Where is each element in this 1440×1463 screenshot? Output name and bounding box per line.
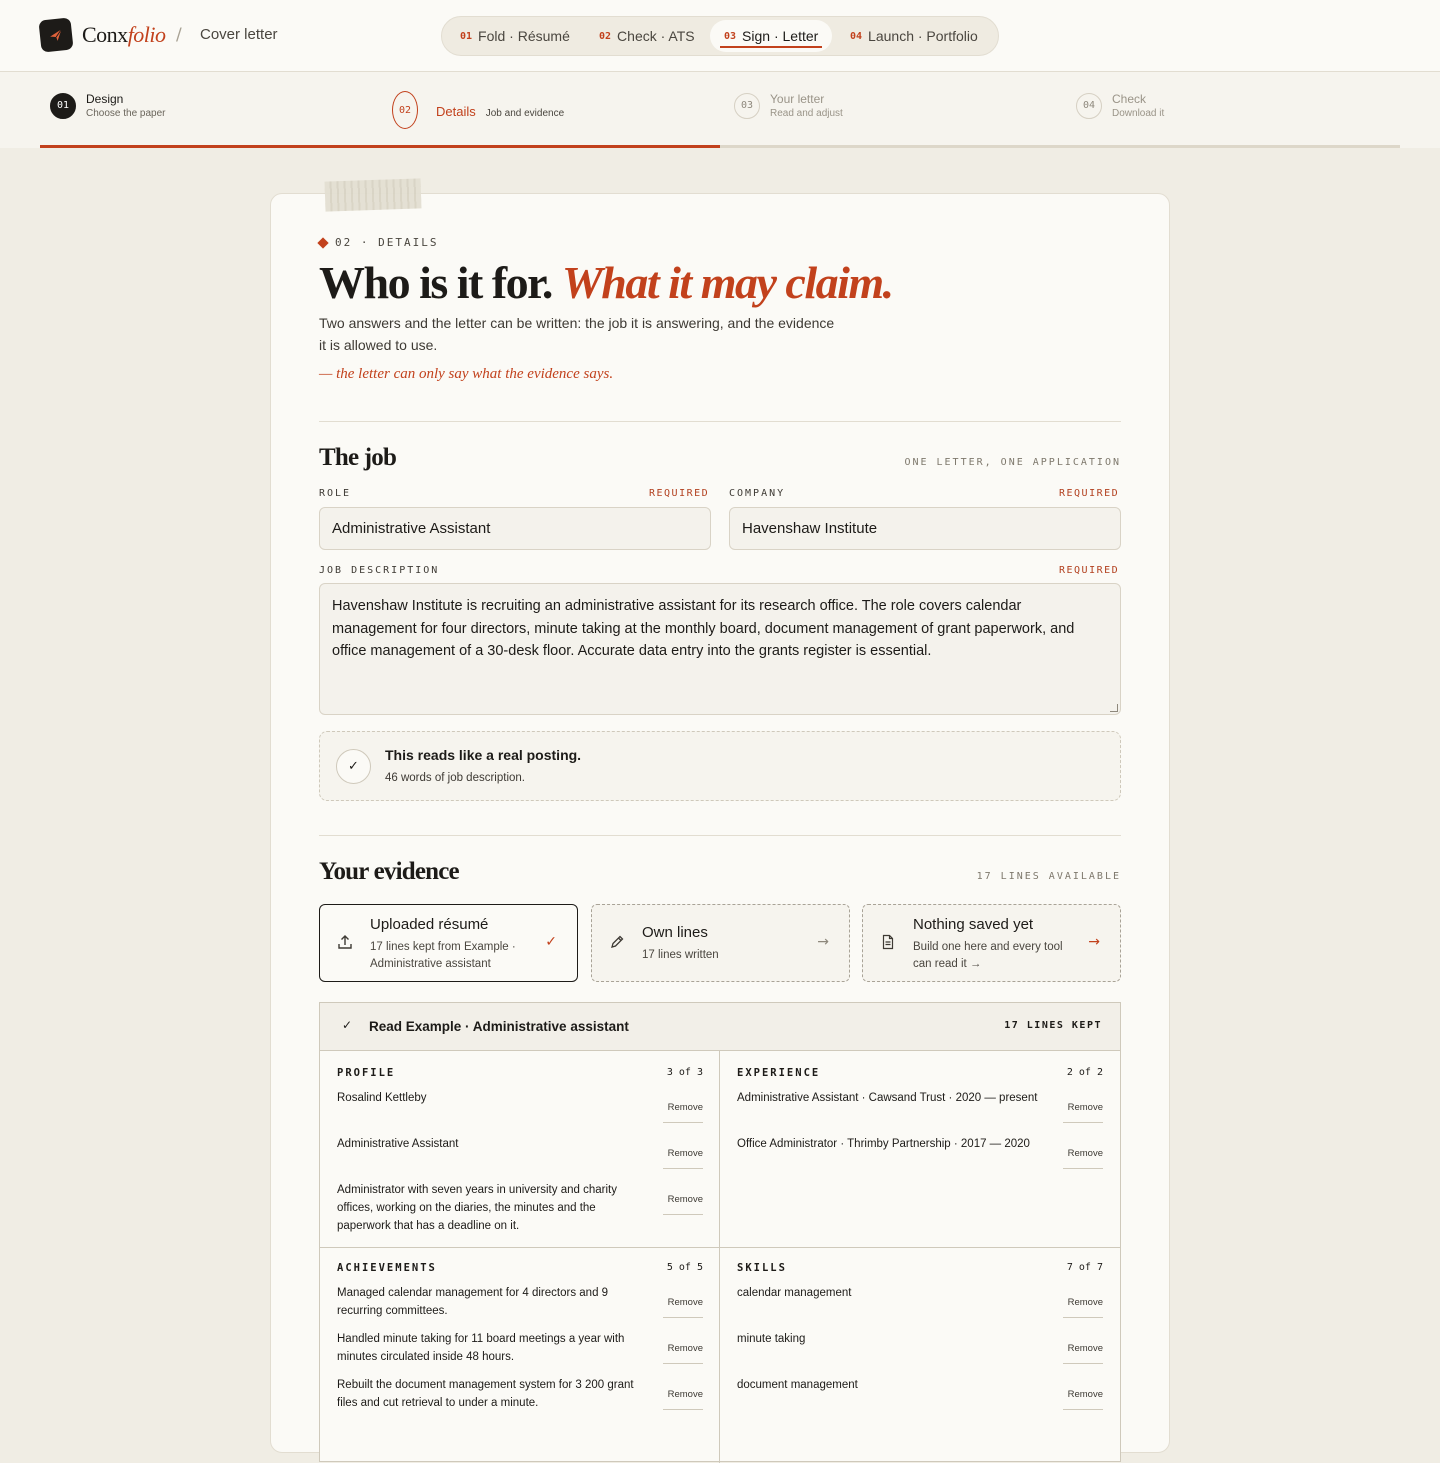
column-divider xyxy=(719,1051,720,1463)
tool-switcher xyxy=(441,16,999,56)
tape-decoration xyxy=(325,178,422,211)
tool-tab-label: Sign · Letter xyxy=(742,28,819,44)
remove-button[interactable]: Remove xyxy=(1063,1297,1103,1318)
source-title: Uploaded résumé xyxy=(370,916,489,933)
row-divider xyxy=(320,1247,1120,1248)
job-description-textarea[interactable] xyxy=(319,583,1121,715)
group-title: PROFILE xyxy=(337,1067,396,1079)
list-item xyxy=(337,1330,703,1366)
item-text: Office Administrator · Thrimby Partnership · 2017 — 2020 xyxy=(737,1138,1030,1150)
posting-check-title: This reads like a real posting. xyxy=(385,747,582,763)
divider xyxy=(319,835,1121,836)
company-label: COMPANY xyxy=(729,488,786,499)
checkmark-icon: ✓ xyxy=(342,1018,353,1032)
step-design[interactable] xyxy=(50,92,166,119)
step-label: Your letter xyxy=(770,92,825,106)
list-item xyxy=(737,1135,1103,1159)
list-item xyxy=(737,1284,1103,1308)
posting-check-sub: 46 words of job description. xyxy=(385,772,525,784)
remove-button[interactable]: Remove xyxy=(663,1343,703,1364)
checkmark-icon: ✓ xyxy=(336,749,371,784)
handwritten-note: — the letter can only say what the evidence says. xyxy=(319,366,614,382)
title-emphasis: What it may claim. xyxy=(561,257,893,308)
item-text: Managed calendar management for 4 directors and 9 recurring committees. xyxy=(337,1287,609,1317)
progress-fill xyxy=(40,145,720,148)
item-text: Administrative Assistant xyxy=(337,1138,459,1150)
step-sub: Choose the paper xyxy=(86,108,166,119)
step-progress xyxy=(0,72,1440,148)
step-label: Details xyxy=(436,103,476,119)
step-number: 02 xyxy=(392,91,418,129)
item-text: Administrator with seven years in university and charity offices, working on the diaries, the minutes and the paperwork that has a deadline on it. xyxy=(337,1184,617,1232)
arrow-right-icon: → xyxy=(817,934,829,950)
group-count: 3 of 3 xyxy=(666,1067,703,1078)
step-label: Design xyxy=(86,92,124,106)
tool-tab-number: 04 xyxy=(850,30,863,42)
step-sub: Job and evidence xyxy=(485,107,565,119)
group-title: SKILLS xyxy=(737,1262,787,1274)
tool-tab-portfolio[interactable] xyxy=(836,20,992,52)
tool-tab-label: Check · ATS xyxy=(617,28,695,44)
checkmark-icon: ✓ xyxy=(545,934,557,950)
panel-title: Read Example · Administrative assistant xyxy=(369,1019,629,1034)
item-text: Handled minute taking for 11 board meetings a year with minutes circulated inside 48 hours. xyxy=(337,1333,625,1363)
remove-button[interactable]: Remove xyxy=(1063,1389,1103,1410)
remove-button[interactable]: Remove xyxy=(663,1148,703,1169)
item-text: minute taking xyxy=(737,1333,806,1345)
progress-track xyxy=(40,145,1400,148)
breadcrumb-current: Cover letter xyxy=(200,26,278,43)
step-details[interactable] xyxy=(392,91,564,129)
list-item xyxy=(337,1376,703,1412)
job-section-title: The job xyxy=(319,444,397,471)
upload-icon xyxy=(337,934,353,954)
step-number: 01 xyxy=(50,93,76,119)
diamond-icon xyxy=(317,237,328,248)
divider xyxy=(319,421,1121,422)
list-item xyxy=(337,1181,703,1235)
details-card xyxy=(270,193,1170,1453)
posting-check xyxy=(319,731,1121,801)
step-number: 04 xyxy=(1076,93,1102,119)
role-input[interactable]: Administrative Assistant xyxy=(319,507,711,550)
role-required-badge: REQUIRED xyxy=(649,488,710,499)
top-bar xyxy=(0,0,1440,72)
evidence-section-title: Your evidence xyxy=(319,858,459,885)
tool-tab-letter[interactable] xyxy=(710,20,832,52)
tool-tab-label: Launch · Portfolio xyxy=(868,28,978,44)
list-item xyxy=(737,1089,1103,1113)
remove-button[interactable]: Remove xyxy=(663,1297,703,1318)
source-sub: Build one here and every tool can read it → xyxy=(913,941,1063,970)
section-eyebrow xyxy=(319,236,438,249)
item-text: Administrative Assistant · Cawsand Trust · 2020 — present xyxy=(737,1092,1038,1104)
source-uploaded-resume[interactable] xyxy=(319,904,578,982)
item-text: Rosalind Kettleby xyxy=(337,1092,427,1104)
tool-tab-number: 02 xyxy=(599,30,612,42)
remove-button[interactable]: Remove xyxy=(1063,1102,1103,1123)
evidence-section-meta: 17 LINES AVAILABLE xyxy=(976,871,1121,882)
paper-plane-icon xyxy=(47,26,65,44)
group-count: 2 of 2 xyxy=(1066,1067,1103,1078)
step-label: Check xyxy=(1112,92,1147,106)
source-title: Own lines xyxy=(642,924,708,941)
list-item xyxy=(337,1284,703,1320)
group-count: 7 of 7 xyxy=(1066,1262,1103,1273)
list-item xyxy=(337,1135,703,1159)
group-title: ACHIEVEMENTS xyxy=(337,1262,437,1274)
tool-tab-ats[interactable] xyxy=(585,20,709,52)
tool-tab-number: 03 xyxy=(724,30,737,42)
remove-button[interactable]: Remove xyxy=(1063,1343,1103,1364)
job-section-meta: ONE LETTER, ONE APPLICATION xyxy=(904,457,1121,468)
brand-name[interactable]: Conxfolio xyxy=(82,22,166,47)
remove-button[interactable]: Remove xyxy=(1063,1148,1103,1169)
step-your-letter[interactable] xyxy=(734,92,843,119)
group-count: 5 of 5 xyxy=(666,1262,703,1273)
remove-button[interactable]: Remove xyxy=(663,1102,703,1123)
list-item xyxy=(737,1376,1103,1400)
source-sub: 17 lines written xyxy=(642,949,719,961)
step-sub: Download it xyxy=(1112,108,1165,119)
job-description-required-badge: REQUIRED xyxy=(1059,565,1120,576)
pencil-icon xyxy=(609,934,625,954)
item-text: calendar management xyxy=(737,1287,852,1299)
remove-button[interactable]: Remove xyxy=(663,1194,703,1215)
page-title xyxy=(319,256,893,309)
item-text: document management xyxy=(737,1379,858,1391)
item-text: Rebuilt the document management system for 3 200 grant files and cut retrieval to under a minute. xyxy=(337,1379,634,1409)
list-item xyxy=(737,1330,1103,1354)
step-check[interactable] xyxy=(1076,92,1164,119)
step-number: 03 xyxy=(734,93,760,119)
breadcrumb-separator: / xyxy=(176,25,182,45)
page-intro: Two answers and the letter can be written: the job it is answering, and the evidence it is allowed to use. xyxy=(319,315,835,353)
source-saved-profile[interactable] xyxy=(862,904,1121,982)
resize-handle-icon[interactable] xyxy=(1110,704,1118,712)
eyebrow-text: 02 · DETAILS xyxy=(335,236,439,249)
title-plain: Who is it for. xyxy=(319,257,552,308)
company-required-badge: REQUIRED xyxy=(1059,488,1120,499)
source-title: Nothing saved yet xyxy=(913,916,1034,933)
panel-count: 17 LINES KEPT xyxy=(1004,1020,1102,1031)
tool-tab-label: Fold · Résumé xyxy=(478,28,570,44)
arrow-right-icon: → xyxy=(1088,934,1100,950)
source-own-lines[interactable] xyxy=(591,904,850,982)
step-sub: Read and adjust xyxy=(770,108,843,119)
document-icon xyxy=(880,934,896,954)
resume-evidence-panel xyxy=(319,1002,1121,1462)
job-description-label: JOB DESCRIPTION xyxy=(319,565,440,576)
group-title: EXPERIENCE xyxy=(737,1067,821,1079)
source-sub: 17 lines kept from Example · Administrative assistant xyxy=(370,941,516,970)
panel-header xyxy=(320,1003,1120,1051)
logo-icon[interactable] xyxy=(38,17,73,52)
role-label: ROLE xyxy=(319,488,352,499)
remove-button[interactable]: Remove xyxy=(663,1389,703,1410)
company-input[interactable]: Havenshaw Institute xyxy=(729,507,1121,550)
tool-tab-resume[interactable] xyxy=(446,20,584,52)
list-item xyxy=(337,1089,703,1113)
tool-tab-number: 01 xyxy=(460,30,473,42)
job-description-text: Havenshaw Institute is recruiting an administrative assistant for its research office. The role covers calendar management for four directors, minute taking at the monthly board, document management of grant paperwork, and office management of a 30-desk floor. Accurate data entry into the grants register is essential. xyxy=(332,598,1075,659)
